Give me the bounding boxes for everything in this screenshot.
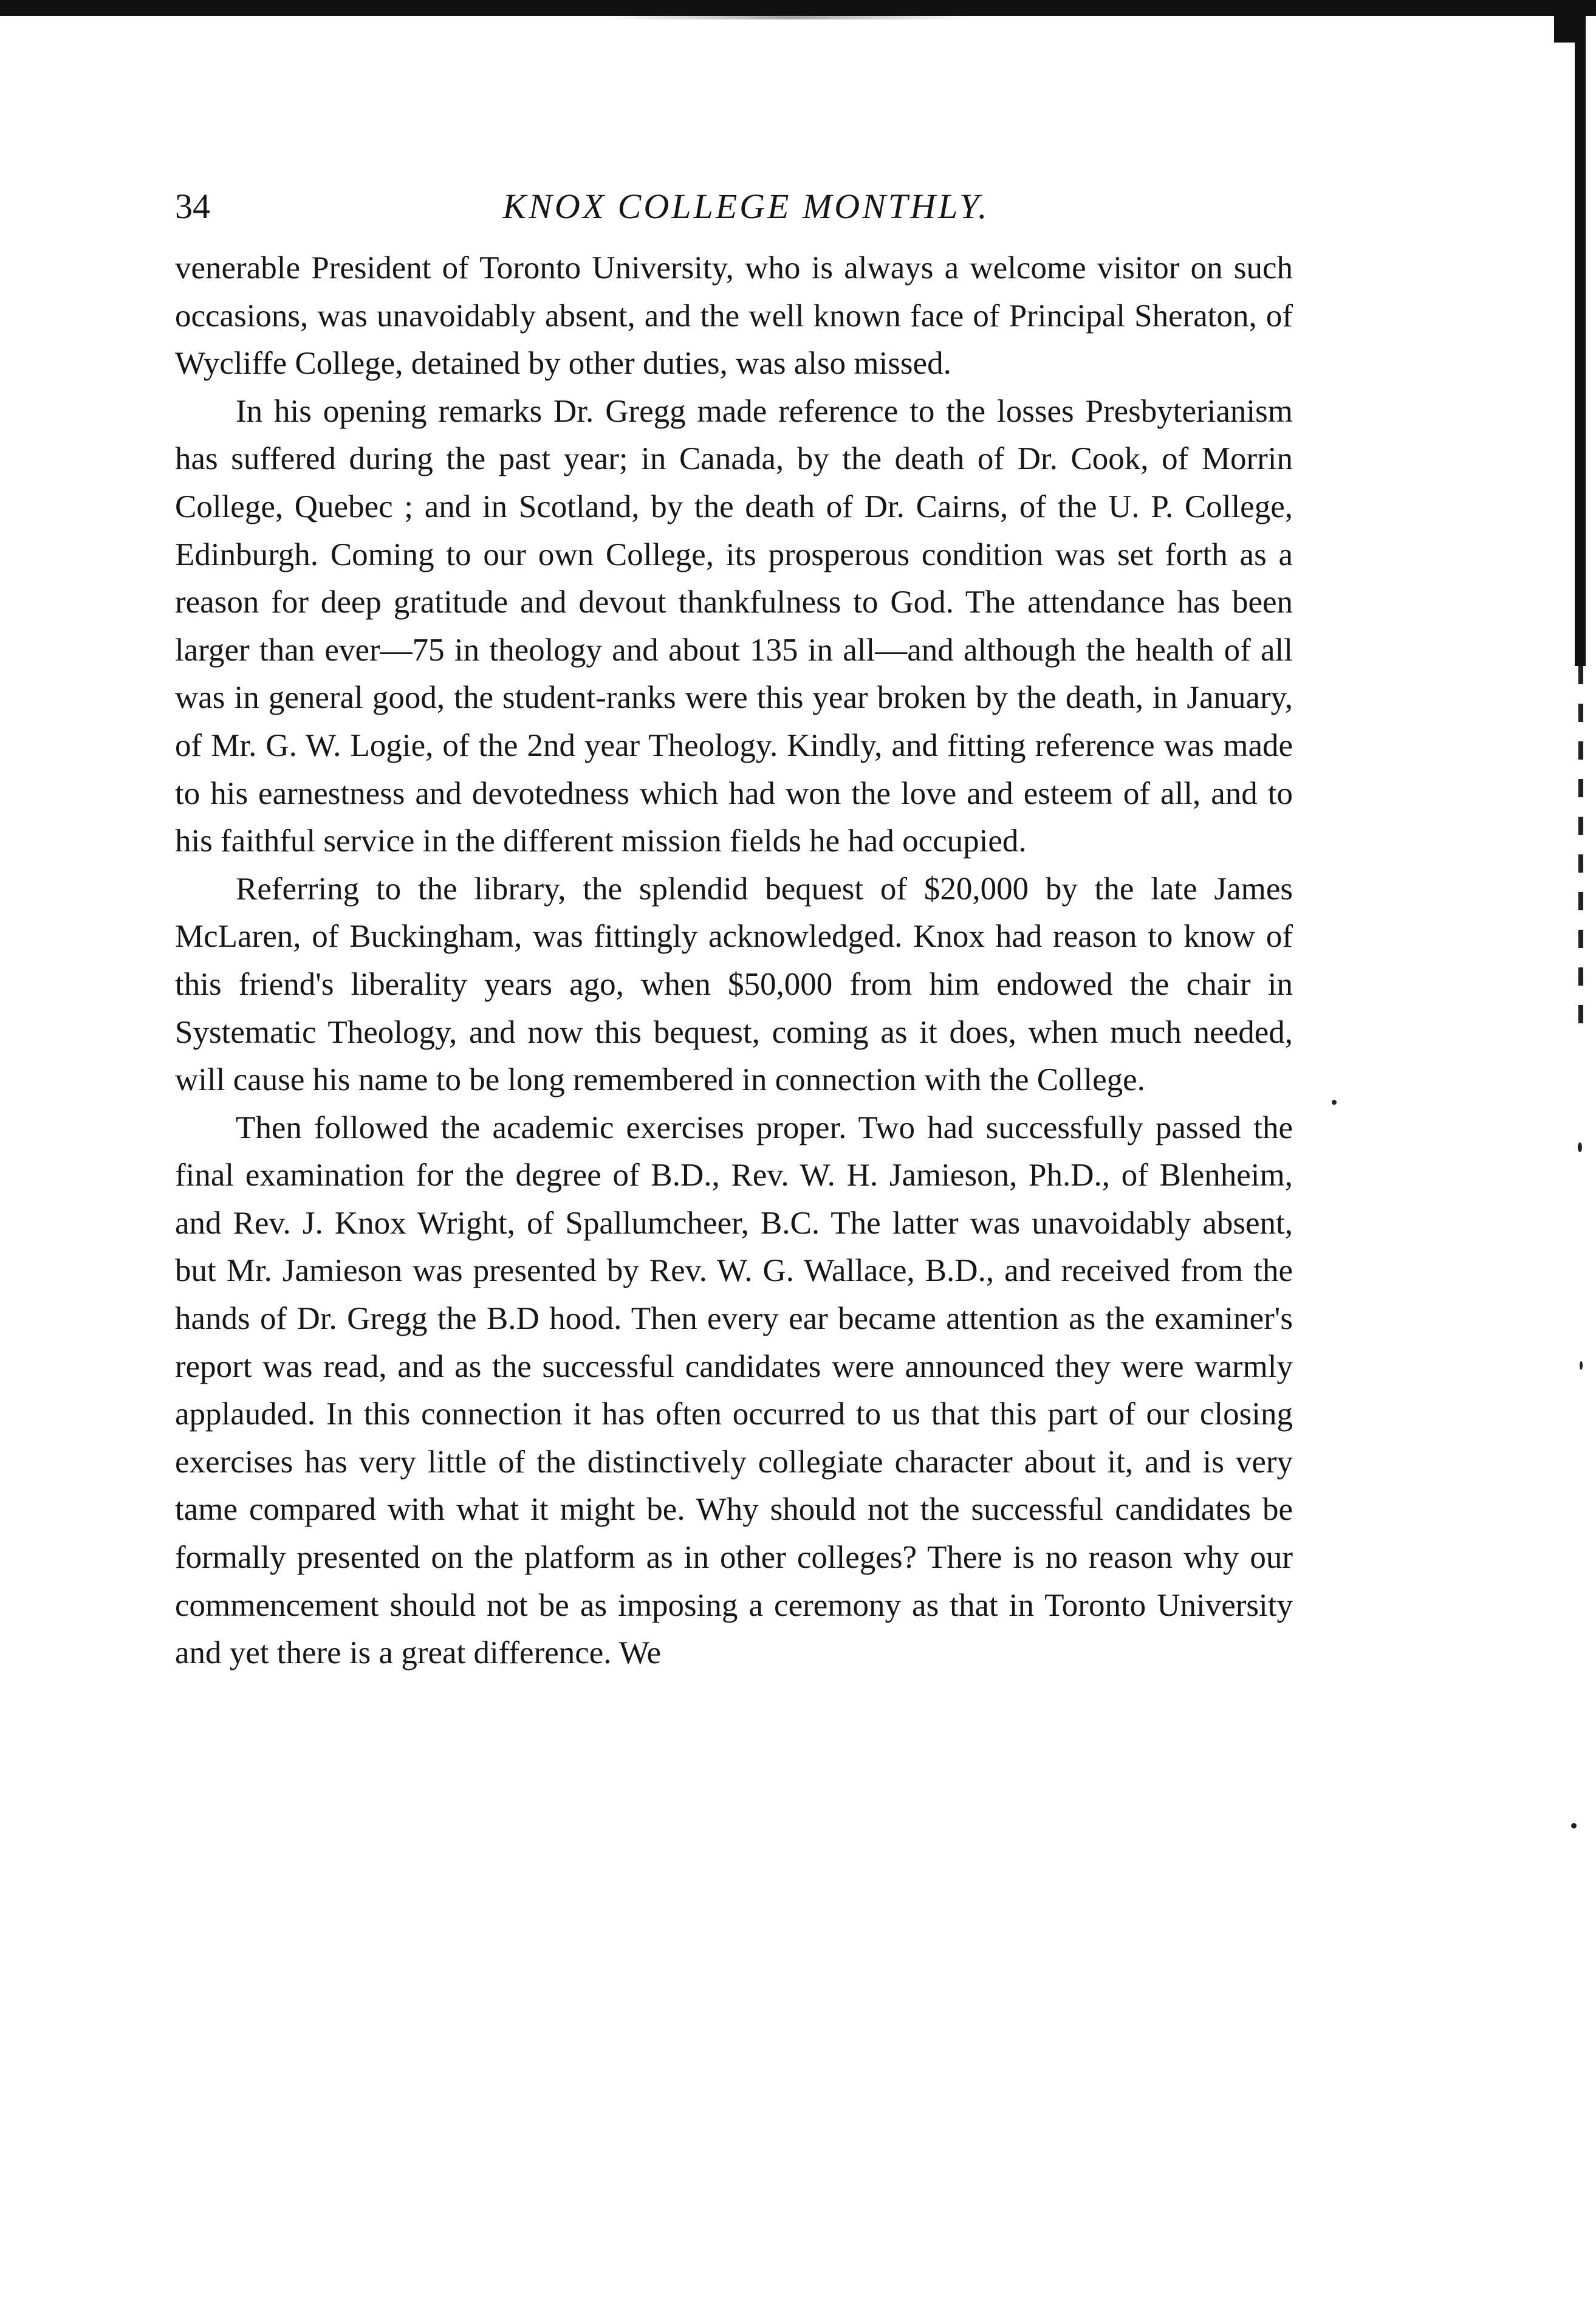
paragraph-continued: venerable President of Toronto University, who is always a welcome visitor on such occasions, was unavoidably absent, and the well known face of Principal Sheraton, of Wycliffe College, detained by other duties, was also missed. (175, 250, 1293, 382)
paragraph-library-bequest: Referring to the library, the splendid bequest of $20,000 by the late James McLaren, of Buckingham, was fittingly acknowledged. Knox had reason to know of this friend's liberality years ago, when $50,000 from him endowed the chair in Systematic Theology, and now this bequest, coming as it does, when much needed, will cause his name to be long remembered in connection with the College. (175, 871, 1293, 1098)
scan-speck (1580, 1361, 1583, 1370)
journal-title: KNOX COLLEGE MONTHLY. (502, 187, 990, 226)
paragraph-opening-remarks: In his opening remarks Dr. Gregg made reference to the losses Presbyterianism has suffered during the past year; in Canada, by the death of Dr. Cook, of Morrin College, Quebec ; and in Scotland, by the death of Dr. Cairns, of the U. P. College, Edinburgh. Coming to our own College, its prosperous condition was set forth as a reason for deep gratitude and devout thankfulness to God. The attendance has been larger than ever—75 in theology and about 135 in all—and although the health of all was in general good, the student-ranks were this year broken by the death, in January, of Mr. G. W. Logie, of the 2nd year Theology. Kindly, and fitting reference was made to his earnestness and devotedness which had won the love and esteem of all, and to his faithful service in the different mission fields he had occupied. (175, 393, 1293, 859)
scan-right-border (1575, 16, 1586, 666)
book-page (175, 182, 1293, 1677)
scan-speck (1578, 1142, 1582, 1152)
scan-speck (1332, 1100, 1337, 1105)
paragraph-academic-exercises: Then followed the academic exercises proper. Two had successfully passed the final examination for the degree of B.D., Rev. W. H. Jamieson, Ph.D., of Blenheim, and Rev. J. Knox Wright, of Spallumcheer, B.C. The latter was unavoidably absent, but Mr. Jamieson was presented by Rev. W. G. Wallace, B.D., and received from the hands of Dr. Gregg the B.D hood. Then every ear became attention as the examiner's report was read, and as the successful candidates were announced they were warmly applauded. In this connection it has often occurred to us that this part of our closing exercises has very little of the distinctively collegiate character about it, and is very tame compared with what it might be. Why should not the successful candidates be formally presented on the platform as in other colleges? There is no reason why our commencement should not be as imposing a ceremony as that in Toronto University and yet there is a great difference. We (175, 1110, 1293, 1671)
scan-top-border (0, 0, 1596, 16)
scan-speck (1571, 1823, 1577, 1828)
article-body (175, 244, 1293, 1677)
running-head (175, 182, 1293, 231)
page-number: 34 (175, 187, 210, 226)
scan-top-border-fade (608, 16, 972, 19)
scan-right-border-broken (1578, 666, 1583, 1043)
